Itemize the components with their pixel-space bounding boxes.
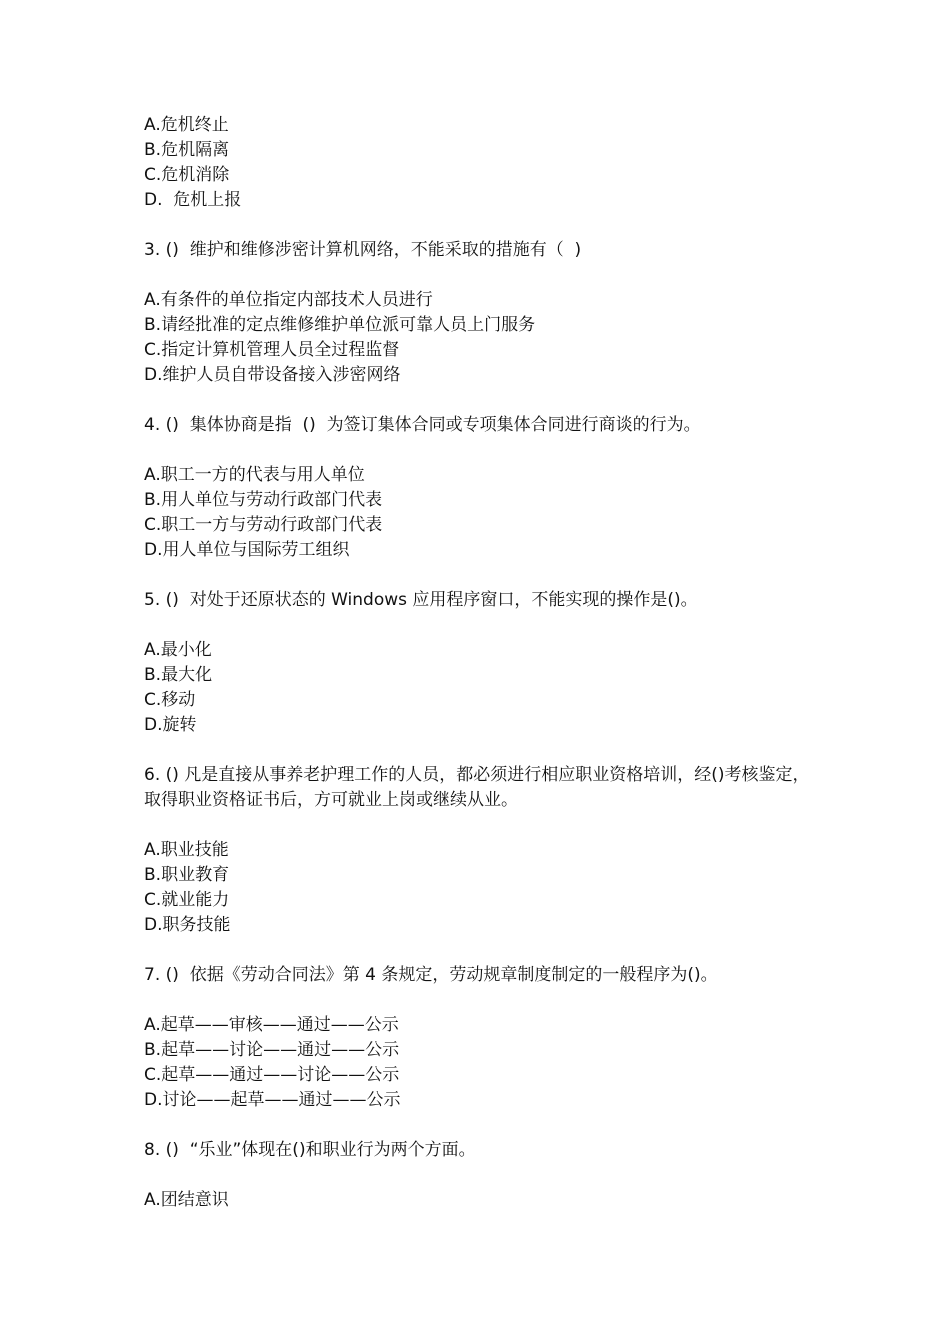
option-list [144,288,814,388]
option-a: A.职业技能 [144,840,229,860]
option-d: D.旋转 [144,715,197,735]
option-b: B.用人单位与劳动行政部门代表 [144,490,383,510]
option-c: C.就业能力 [144,890,230,910]
option-b: B.职业教育 [144,865,230,885]
question-5: 5. () 对处于还原状态的 Windows 应用程序窗口，不能实现的操作是()。 [144,590,698,610]
option-list [144,638,814,738]
option-d: D.维护人员自带设备接入涉密网络 [144,365,401,385]
option-a: A.职工一方的代表与用人单位 [144,465,365,485]
question-4: 4. () 集体协商是指 () 为签订集体合同或专项集体合同进行商谈的行为。 [144,415,701,435]
option-d: D.讨论——起草——通过——公示 [144,1090,401,1110]
option-b: B.请经批准的定点维修维护单位派可靠人员上门服务 [144,315,536,335]
option-c: C.危机消除 [144,165,230,185]
option-b: B.起草——讨论——通过——公示 [144,1040,400,1060]
option-a: A.危机终止 [144,115,229,135]
option-b: B.最大化 [144,665,213,685]
option-b: B.危机隔离 [144,140,230,160]
option-list [144,463,814,563]
option-a: A.最小化 [144,640,212,660]
option-list [144,1188,814,1213]
option-list [144,113,814,213]
option-a: A.起草——审核——通过——公示 [144,1015,399,1035]
option-c: C.起草——通过——讨论——公示 [144,1065,400,1085]
option-a: A.团结意识 [144,1190,229,1210]
option-a: A.有条件的单位指定内部技术人员进行 [144,290,433,310]
option-list [144,1013,814,1113]
document-page [144,113,814,1213]
option-c: C.移动 [144,690,196,710]
question-7: 7. () 依据《劳动合同法》第 4 条规定，劳动规章制度制定的一般程序为()。 [144,965,718,985]
option-list [144,838,814,938]
option-d: D.职务技能 [144,915,231,935]
question-3: 3. () 维护和维修涉密计算机网络，不能采取的措施有（ ) [144,240,582,260]
option-c: C.指定计算机管理人员全过程监督 [144,340,400,360]
option-c: C.职工一方与劳动行政部门代表 [144,515,383,535]
option-d: D. 危机上报 [144,190,242,210]
option-d: D.用人单位与国际劳工组织 [144,540,350,560]
question-6: 6. () 凡是直接从事养老护理工作的人员，都必须进行相应职业资格培训，经()考核鉴定，取得职业资格证书后，方可就业上岗或继续从业。 [144,765,810,810]
question-8: 8. () “乐业”体现在()和职业行为两个方面。 [144,1140,476,1160]
